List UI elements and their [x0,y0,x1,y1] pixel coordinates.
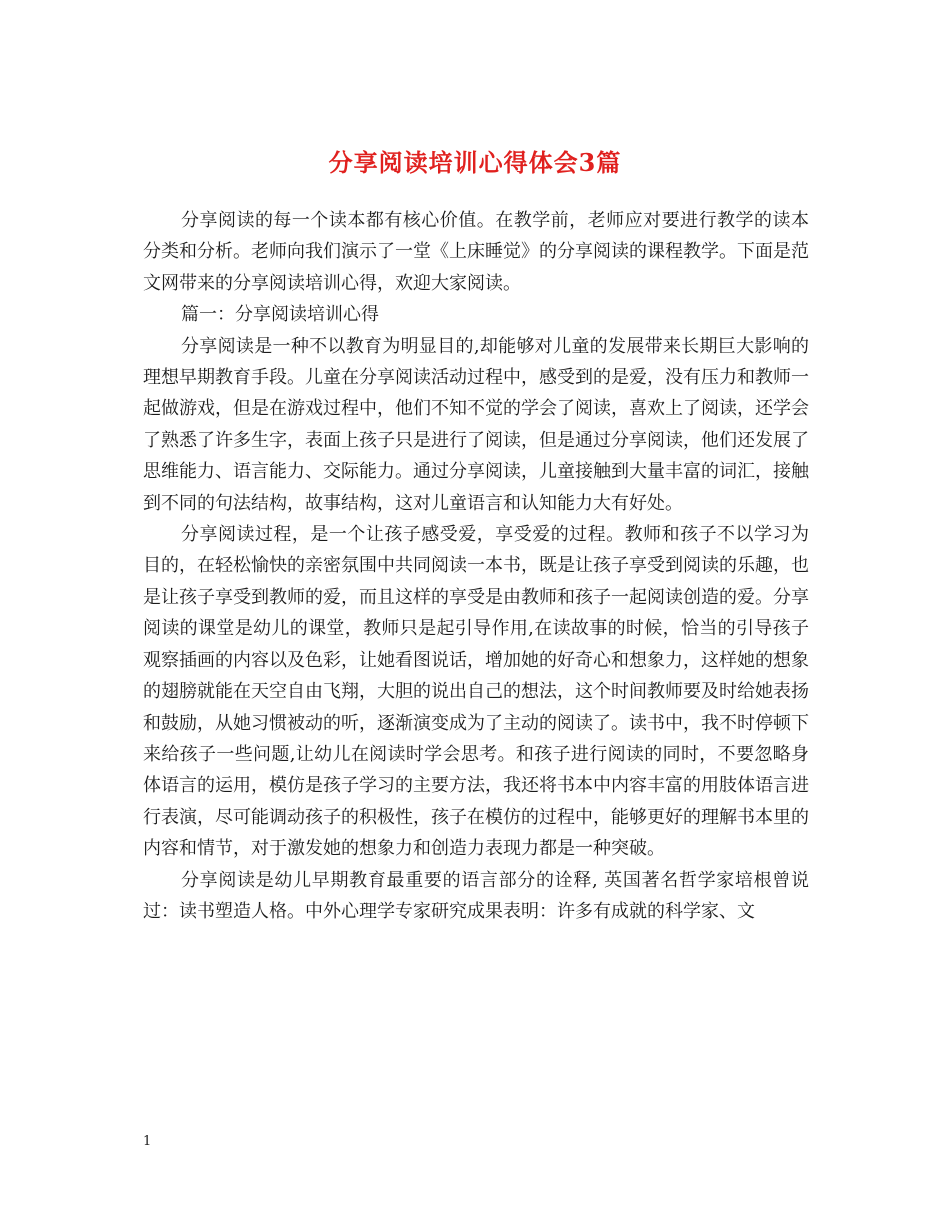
document-title: 分享阅读培训心得体会3篇 [328,148,622,178]
section-heading: 篇一：分享阅读培训心得 [181,304,379,326]
body-paragraph: 分享阅读是一种不以教育为明显目的,却能够对儿童的发展带来长期巨大影响的理想早期教育手段。儿童在分享阅读活动过程中，感受到的是爱，没有压力和教师一起做游戏，但是在游戏过程中，他们不知不觉的学会了阅读，喜欢上了阅读，还学会了熟悉了许多生字，表面上孩子只是进行了阅读，但是通过分享阅读，他们还发展了思维能力、语言能力、交际能力。通过分享阅读，儿童接触到大量丰富的词汇，接触到不同的句法结构，故事结构，这对儿童语言和认知能力大有好处。 [143,335,809,514]
body-paragraph: 分享阅读是幼儿早期教育最重要的语言部分的诠释, 英国著名哲学家培根曾说过：读书塑造人格。中外心理学专家研究成果表明：许多有成就的科学家、文 [143,869,809,922]
body-paragraph: 分享阅读过程，是一个让孩子感受爱，享受爱的过程。教师和孩子不以学习为目的，在轻松愉快的亲密氛围中共同阅读一本书，既是让孩子享受到阅读的乐趣，也是让孩子享受到教师的爱，而且这样的享受是由教师和孩子一起阅读创造的爱。分享阅读的课堂是幼儿的课堂，教师只是起引导作用,在读故事的时候，恰当的引导孩子观察插画的内容以及色彩，让她看图说话，增加她的好奇心和想象力，这样她的想象的翅膀就能在天空自由飞翔，大胆的说出自己的想法，这个时间教师要及时给她表扬和鼓励，从她习惯被动的听，逐渐演变成为了主动的阅读了。读书中，我不时停顿下来给孩子一些问题,让幼儿在阅读时学会思考。和孩子进行阅读的同时，不要忽略身体语言的运用，模仿是孩子学习的主要方法，我还将书本中内容丰富的用肢体语言进行表演，尽可能调动孩子的积极性，孩子在模仿的过程中，能够更好的理解书本里的内容和情节，对于激发她的想象力和创造力表现力都是一种突破。 [143,524,809,860]
intro-paragraph: 分享阅读的每一个读本都有核心价值。在教学前，老师应对要进行教学的读本分类和分析。老师向我们演示了一堂《上床睡觉》的分享阅读的课程教学。下面是范文网带来的分享阅读培训心得，欢迎大家阅读。 [143,210,809,294]
page-number: 1 [143,1134,152,1149]
document-body [143,205,809,927]
